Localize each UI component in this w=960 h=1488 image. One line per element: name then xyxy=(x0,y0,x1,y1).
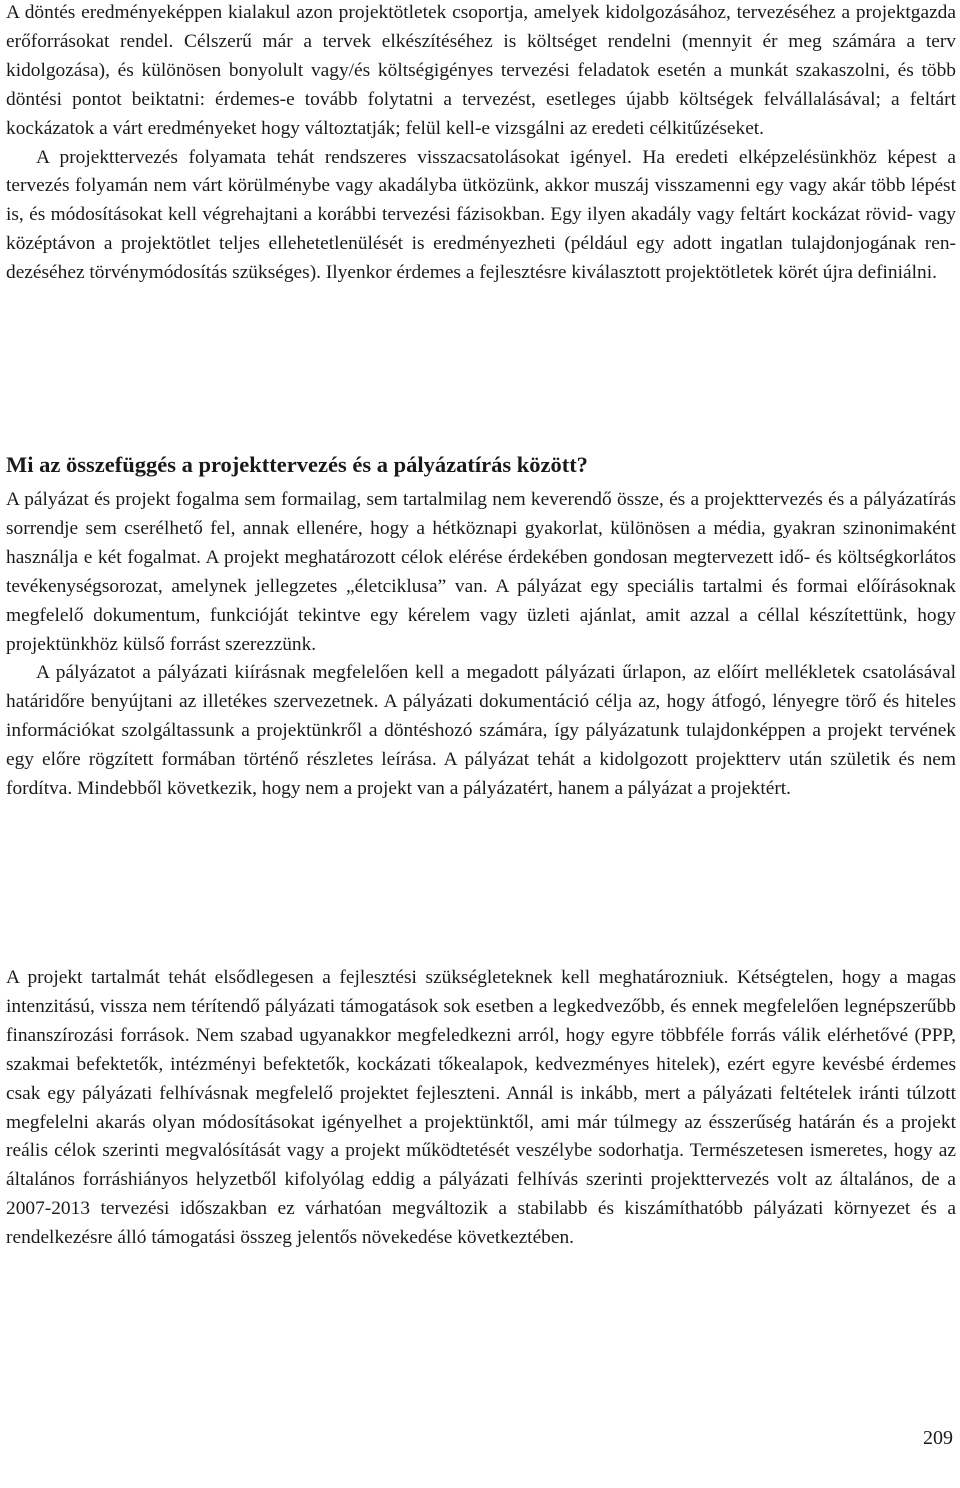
page-number: 209 xyxy=(923,1427,953,1449)
section-relationship xyxy=(6,486,956,804)
paragraph-feedback-process: A projekttervezés folyamata tehát rendszeres visszacsatolásokat igényel. Ha eredeti elképzelésünkhöz képest a tervezés folyamán nem várt körülménybe vagy akadályba ütközünk, akkor muszáj visszamenni egy vagy akár több lépést is, és módosításokat kell végrehajtani a korábbi tervezési fázisokban. Egy ilyen akadály vagy feltárt kockázat rövid- vagy középtávon a projektötlet teljes ellehetetlenülését is eredményezheti (például egy adott ingatlan tulajdonjogának rendezéséhez törvénymódosítás szükséges). Ilyenkor érdemes a fejlesztésre kiválasztott projektötletek körét újra definiálni. xyxy=(6,146,956,284)
paragraph-project-vs-tender: A pályázat és projekt fogalma sem formailag, sem tartalmilag nem keverendő össze, és a projekttervezés és a pályázatírás sorrendje sem cserélhető fel, annak ellenére, hogy a hétköznapi gyakorlat, különösen a média, gyakran szinonimaként használja e két fogalmat. A projekt meghatározott célok elérése érdekében gondosan megtervezett idő- és költségkorlátos tevékenységsorozat, amelynek jellegzetes „életciklusa” van. A pályázat egy speciális tartalmi és formai előírásoknak megfelelő dokumentum, funkcióját tekintve egy kérelem vagy üzleti ajánlat, amit azzal a céllal készítettünk, hogy projektünkhöz külső forrást szerezzünk. xyxy=(6,489,956,655)
paragraph-tender-submission: A pályázatot a pályázati kiírásnak megfelelően kell a megadott pályázati űrlapon, az előírt mellékletek csatolásával határidőre benyújtani az illetékes szervezetnek. A pályázati dokumentáció célja az, hogy átfogó, lényegre törő és hiteles információkat szolgáltassunk a projektünkről a döntéshozó számára, így pályázatunk tulajdonképpen a projekt tervének egy előre rögzített formában történő részletes leírása. A pályázat tehát a kidolgozott projektterv után születik és nem fordítva. Mindebből következik, hogy nem a projekt van a pályázatért, hanem a pályázat a projektért. xyxy=(6,662,956,800)
paragraph-development-needs: A projekt tartalmát tehát elsődlegesen a fejlesztési szükségleteknek kell meghatározniuk. Kétségtelen, hogy a magas intenzitású, vissza nem térítendő pályázati támogatások sok esetben a legkedvezőbb, és ennek megfelelően legnépszerűbb finanszírozási források. Nem szabad ugyanakkor megfeledkezni arról, hogy egyre többféle forrás válik elérhetővé (PPP, szakmai befektetők, intézményi befektetők, kockázati tőkealapok, kedvezményes hitelek), ezért egyre kevésbé érdemes csak egy pályázati felhívásnak megfelelő projektet fejleszteni. Annál is inkább, mert a pályázati feltételek iránti túlzott megfelelni akarás olyan módosításokat igényelhet a projektünktől, ami már túlmegy az ésszerűség határán és a projekt reális célok szerinti megvalósítását vagy a projekt működtetését veszélybe sodorhatja. Természetesen ismeretes, hogy az általános forráshiányos helyzetből kifolyólag eddig a pályázati felhívás szerinti projekttervezés volt az általános, de a 2007-2013 tervezési időszakban ez várhatóan megváltozik a stabilabb és kiszámíthatóbb pályázati környezet és a rendelkezésre álló támogatási összeg jelentős növekedése következtében. xyxy=(6,967,956,1249)
section-project-content xyxy=(6,964,956,1253)
document-page xyxy=(6,0,956,1249)
paragraph-decision-outcome: A döntés eredményeképpen kialakul azon projektötletek csoportja, amelyek kidolgozásához, tervezéséhez a projektgazda erőforrásokat rendel. Célszerű már a tervek elkészítéséhez is költséget rendelni (mennyit ér meg számára a terv kidolgozása), és különösen bonyolult vagy/és költségigényes tervezési feladatok esetén a munkát szakaszolni, és több döntési pontot beiktatni: érdemes-e tovább folytatni a tervezést, esetleges újabb költségek felvállalásával; a feltárt kockázatok a várt eredményeket hogy változtatják; felül kell-e vizsgálni az eredeti célkitűzéseket. xyxy=(6,2,956,139)
section-heading: Mi az összefüggés a projekttervezés és a pályázatírás között? xyxy=(6,452,588,477)
